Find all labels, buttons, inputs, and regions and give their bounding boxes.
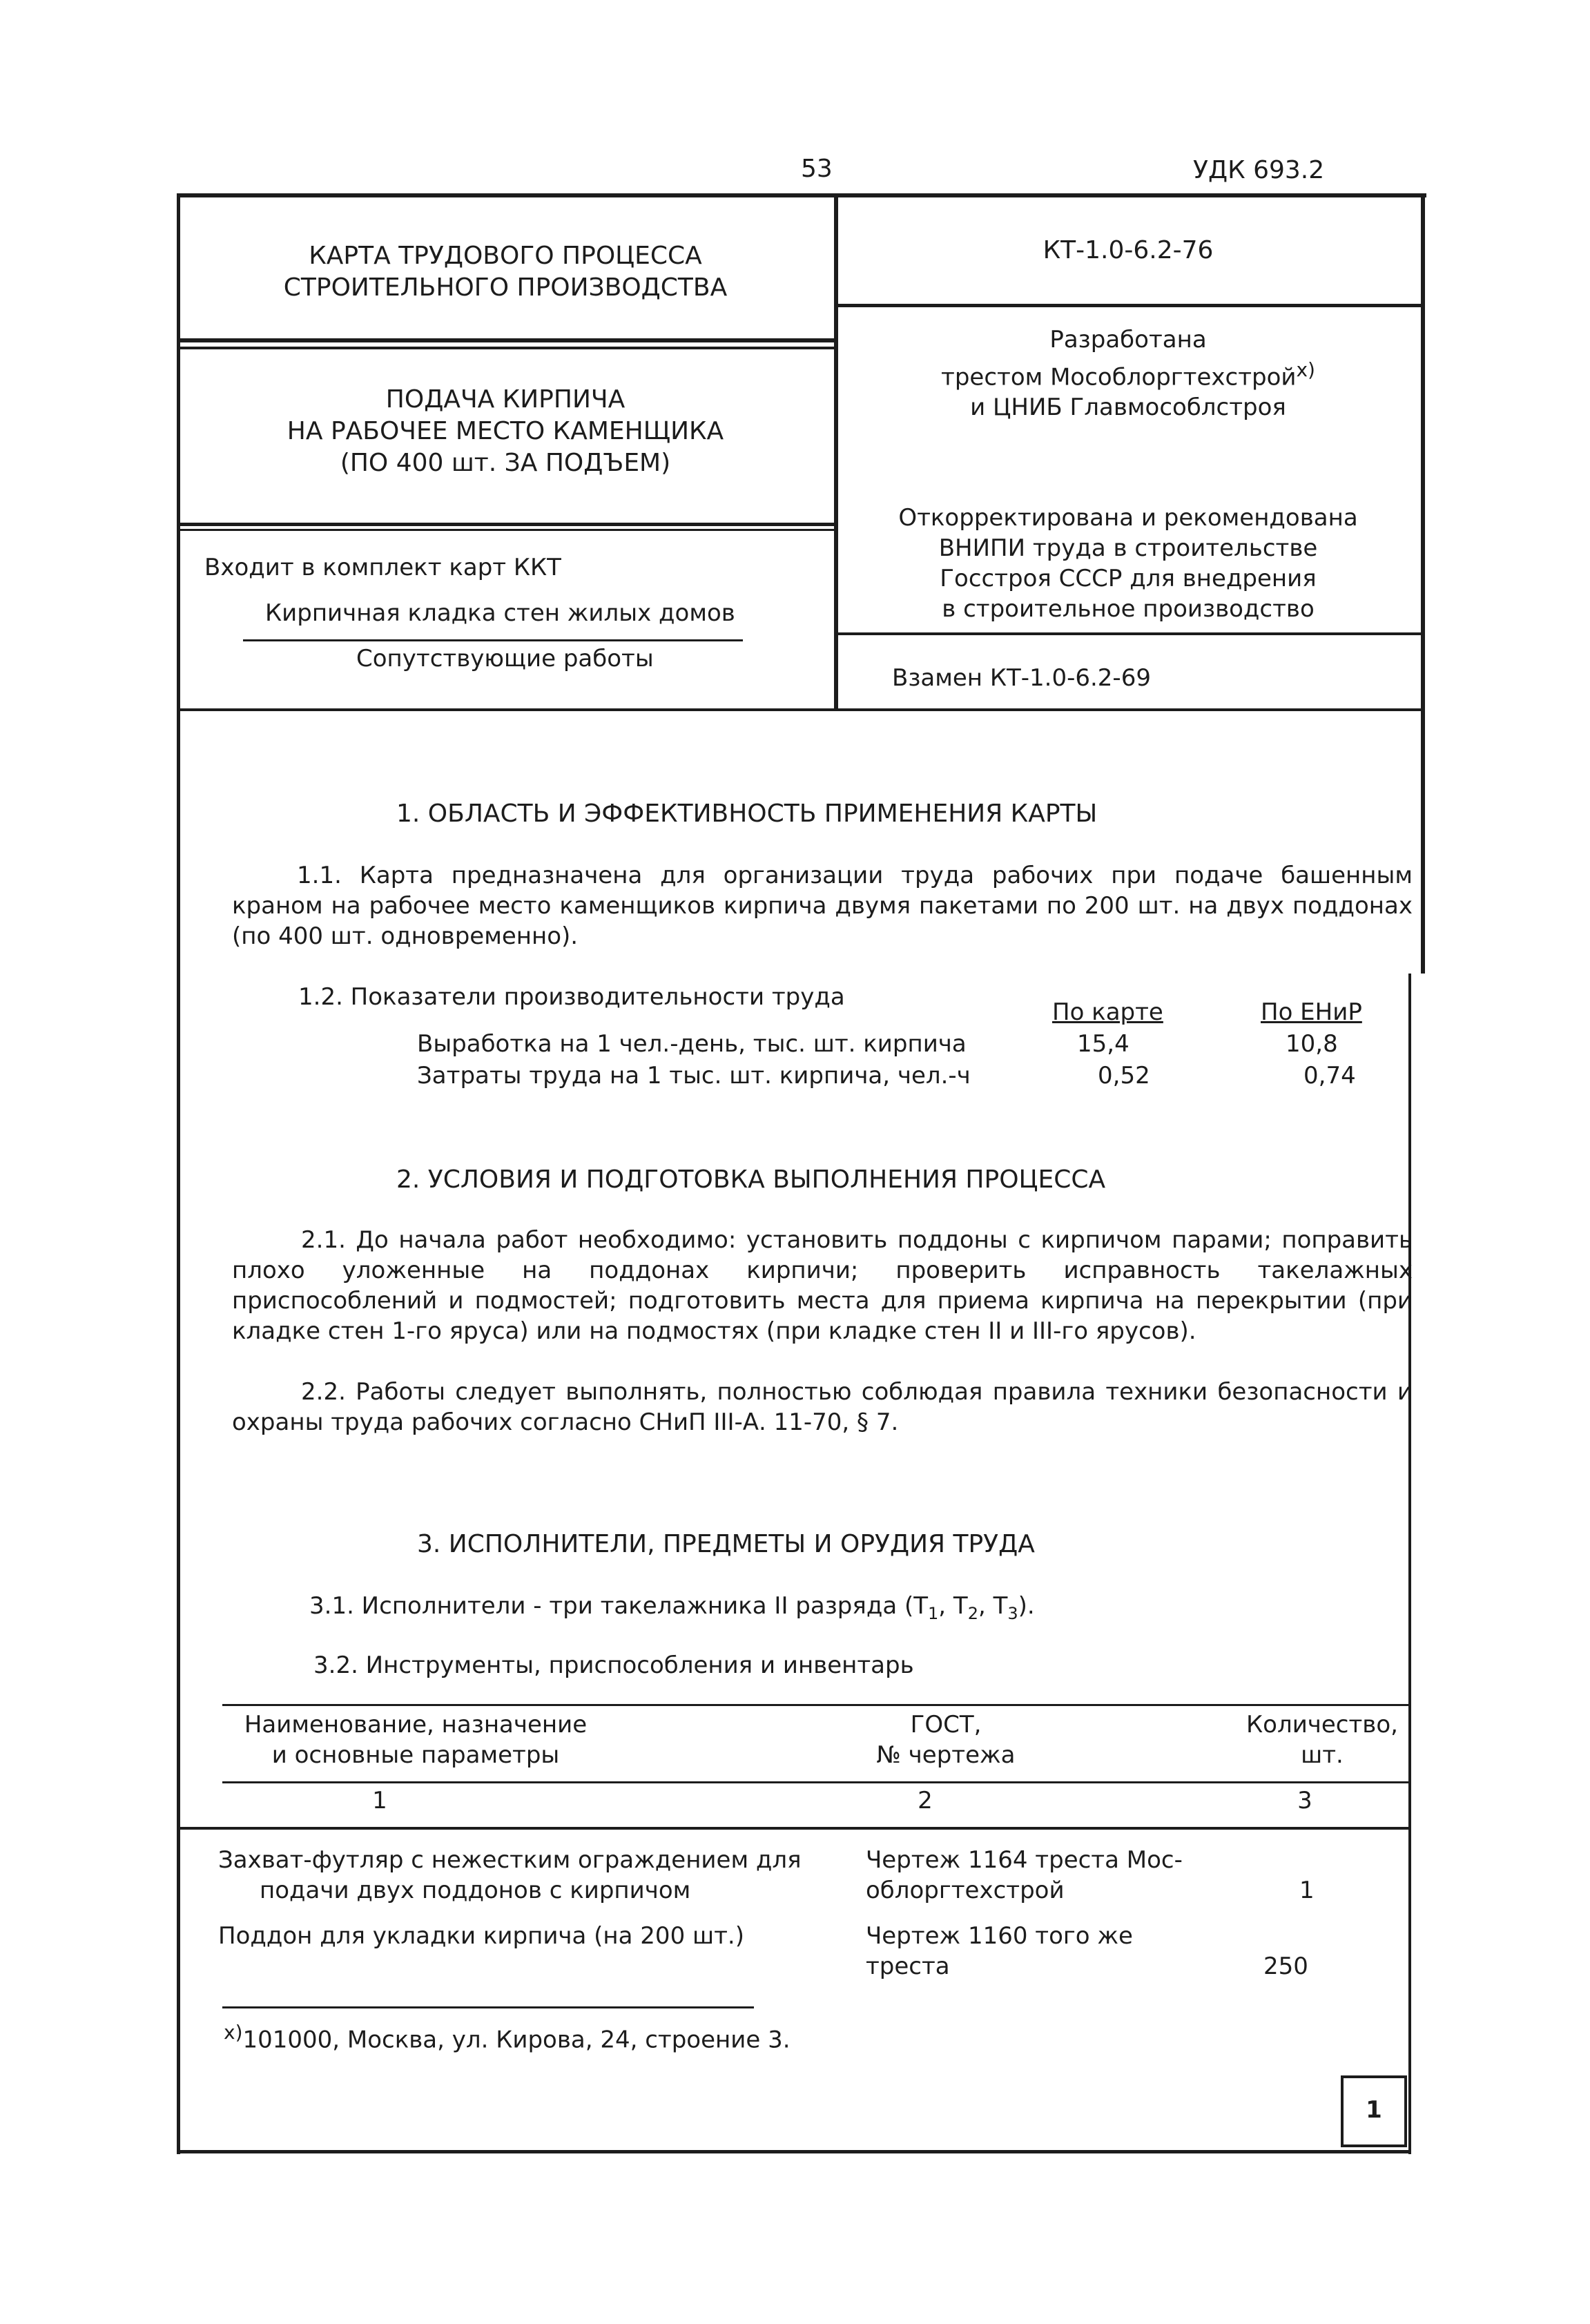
table-cell-name: подачи двух поддонов с кирпичом (260, 1877, 691, 1904)
table-cell-gost: облоргтехстрой (866, 1877, 1065, 1904)
sheet-number: 1 (1366, 2096, 1382, 2124)
indicator-row-1-enir: 10,8 (1286, 1030, 1338, 1058)
footnote: $^{x)}$101000, Москва, ул. Кирова, 24, строение 3. (224, 2021, 791, 2054)
frame-right-bottom (1408, 974, 1411, 2154)
table-cell-gost: треста (866, 1953, 950, 1980)
indicator-row-1-label: Выработка на 1 чел.-день, тыс. шт. кирпича (417, 1030, 967, 1058)
table-top-line (222, 1704, 1408, 1706)
process-title: ПОДАЧА КИРПИЧА НА РАБОЧЕЕ МЕСТО КАМЕНЩИКА (ПО 400 шт. ЗА ПОДЪЕМ) (287, 385, 724, 477)
section2-p2-1: 2.1. До начала работ необходимо: установить поддоны с кирпичом парами; поправить плохо уложенные на поддонах кирпичи; проверить исправность такелажных приспособлений и подмостей; подготовить места для приема кирпича на перекрытии (при кладке стен 1-го яруса) или на подмостях (при кладке стен II и III-го ярусов). (232, 1226, 1413, 1345)
footnote-mark: x) (224, 2021, 243, 2044)
complect-works: Сопутствующие работы (356, 645, 654, 672)
section3-title: 3. ИСПОЛНИТЕЛИ, ПРЕДМЕТЫ И ОРУДИЯ ТРУДА (417, 1530, 1035, 1558)
section3-p3-1: 3.1. Исполнители - три такелажника II разряда ($Т_1$, $Т_2$, $Т_3$). (309, 1592, 1035, 1623)
table-cell-gost: Чертеж 1160 того же (866, 1922, 1133, 1950)
table-row (218, 1845, 1406, 1914)
table-col-number-3: 3 (1297, 1787, 1312, 1814)
footnote-separator (222, 2006, 754, 2008)
section1-title: 1. ОБЛАСТЬ И ЭФФЕКТИВНОСТЬ ПРИМЕНЕНИЯ КАРТЫ (396, 800, 1098, 828)
header-bottom-line (177, 708, 1425, 711)
footnote-mark: x) (1296, 358, 1315, 381)
column-header-card: По карте (1052, 998, 1163, 1026)
indicator-row-2-label: Затраты труда на 1 тыс. шт. кирпича, чел.-ч (417, 1062, 971, 1090)
card-code: КТ-1.0-6.2-76 (1043, 236, 1214, 264)
section2-title: 2. УСЛОВИЯ И ПОДГОТОВКА ВЫПОЛНЕНИЯ ПРОЦЕССА (396, 1165, 1106, 1194)
table-col-number-2: 2 (918, 1787, 933, 1814)
card-title: КАРТА ТРУДОВОГО ПРОЦЕССА СТРОИТЕЛЬНОГО ПРОИЗВОДСТВА (283, 242, 728, 302)
frame-bottom (177, 2150, 1411, 2153)
frame-left (177, 193, 180, 2154)
column-header-enir: По ЕНиР (1261, 998, 1362, 1026)
section3-p3-2: 3.2. Инструменты, приспособления и инвентарь (313, 1652, 914, 1679)
developed-by: Разработана трестом Мособлоргтехстрой$^{x)}$ и ЦНИБ Главмособлстроя (941, 326, 1315, 422)
table-cell-name: Поддон для укладки кирпича (на 200 шт.) (218, 1922, 744, 1950)
section2-p2-2: 2.2. Работы следует выполнять, полностью соблюдая правила техники безопасности и охраны труда рабочих согласно СНиП III-А. 11-70, § 7. (232, 1378, 1413, 1436)
replaces: Взамен КТ-1.0-6.2-69 (892, 664, 1151, 692)
corrected-by: Откорректирована и рекомендована ВНИПИ труда в строительстве Госстроя СССР для внедрения в строительное производство (898, 504, 1358, 623)
udk-code: УДК 693.2 (1193, 156, 1325, 184)
table-col-number-1: 1 (372, 1787, 387, 1814)
table-header-qty: Количество, шт. (1246, 1711, 1398, 1769)
table-header-name: Наименование, назначение и основные параметры (244, 1711, 588, 1769)
table-header-gost: ГОСТ, № чертежа (876, 1711, 1016, 1769)
complect-label: Входит в комплект карт ККТ (204, 554, 561, 581)
indicator-row-2-enir: 0,74 (1303, 1062, 1356, 1090)
table-cell-qty: 1 (1299, 1877, 1315, 1904)
complect-name: Кирпичная кладка стен жилых домов (265, 599, 735, 627)
page-number: 53 (801, 155, 833, 183)
indicator-row-2-card: 0,52 (1098, 1062, 1150, 1090)
table-cell-qty: 250 (1263, 1953, 1308, 1980)
indicator-row-1-card: 15,4 (1077, 1030, 1130, 1058)
frame-top (177, 193, 1426, 197)
table-cell-gost: Чертеж 1164 треста Мос- (866, 1846, 1183, 1874)
section1-p1-1: 1.1. Карта предназначена для организации труда рабочих при подаче башенным краном на рабочее место каменщиков кирпича двумя пакетами по 200 шт. на двух поддонах (по 400 шт. одновременно). (232, 862, 1413, 950)
section1-p1-2: 1.2. Показатели производительности труда (298, 983, 845, 1011)
frame-right-top (1421, 193, 1425, 974)
table-cell-name: Захват-футляр с нежестким ограждением для (218, 1846, 802, 1874)
table-row (218, 1921, 1406, 1990)
